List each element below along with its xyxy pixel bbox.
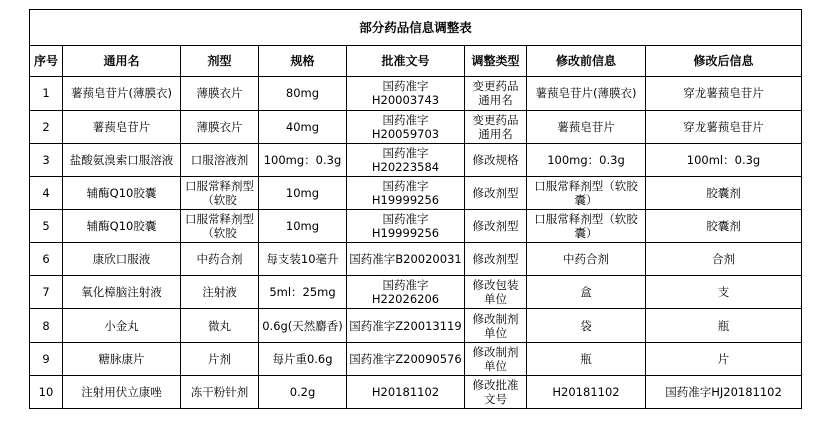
cell-index: 7: [30, 276, 63, 309]
cell-generic-name: 薯蓣皂苷片(薄膜衣): [63, 77, 181, 110]
cell-after-info: 瓶: [646, 309, 802, 342]
cell-approval-number: 国药准字H19999256: [347, 176, 465, 209]
cell-after-info: 胶囊剂: [646, 176, 802, 209]
cell-dosage-form: 口服常释剂型（软胶: [181, 176, 259, 209]
cell-adjustment-type: 修改剂型: [465, 209, 527, 242]
cell-index: 6: [30, 243, 63, 276]
cell-before-info: 瓶: [527, 342, 646, 375]
cell-specification: 10mg: [259, 209, 347, 242]
cell-index: 2: [30, 110, 63, 143]
cell-adjustment-type: 修改剂型: [465, 176, 527, 209]
cell-before-info: 100mg：0.3g: [527, 143, 646, 176]
cell-before-info: 中药合剂: [527, 243, 646, 276]
cell-dosage-form: 冻干粉针剂: [181, 375, 259, 408]
cell-adjustment-type: 修改规格: [465, 143, 527, 176]
cell-after-info: 合剂: [646, 243, 802, 276]
header-adjustment-type: 调整类型: [465, 46, 527, 77]
cell-adjustment-type: 修改制剂单位: [465, 309, 527, 342]
cell-index: 10: [30, 375, 63, 408]
cell-adjustment-type: 修改制剂单位: [465, 342, 527, 375]
cell-approval-number: 国药准字Z20013119: [347, 309, 465, 342]
cell-specification: 0.6g(天然麝香): [259, 309, 347, 342]
cell-approval-number: 国药准字H20059703: [347, 110, 465, 143]
cell-index: 4: [30, 176, 63, 209]
table-row: [30, 77, 802, 110]
cell-generic-name: 小金丸: [63, 309, 181, 342]
cell-after-info: 国药准字HJ20181102: [646, 375, 802, 408]
cell-generic-name: 糖脉康片: [63, 342, 181, 375]
cell-approval-number: 国药准字H20003743: [347, 77, 465, 110]
cell-dosage-form: 注射液: [181, 276, 259, 309]
cell-after-info: 穿龙薯蓣皂苷片: [646, 110, 802, 143]
table-row: [30, 375, 802, 408]
cell-generic-name: 盐酸氨溴索口服溶液: [63, 143, 181, 176]
table-row: [30, 143, 802, 176]
cell-specification: 每片重0.6g: [259, 342, 347, 375]
cell-before-info: 袋: [527, 309, 646, 342]
cell-approval-number: H20181102: [347, 375, 465, 408]
table-row: [30, 276, 802, 309]
cell-specification: 10mg: [259, 176, 347, 209]
cell-generic-name: 辅酶Q10胶囊: [63, 209, 181, 242]
cell-dosage-form: 口服溶液剂: [181, 143, 259, 176]
cell-generic-name: 薯蓣皂苷片: [63, 110, 181, 143]
cell-dosage-form: 薄膜衣片: [181, 110, 259, 143]
cell-adjustment-type: 修改批准文号: [465, 375, 527, 408]
cell-approval-number: 国药准字Z20090576: [347, 342, 465, 375]
cell-index: 3: [30, 143, 63, 176]
cell-generic-name: 氧化樟脑注射液: [63, 276, 181, 309]
cell-specification: 80mg: [259, 77, 347, 110]
cell-specification: 每支装10毫升: [259, 243, 347, 276]
cell-before-info: 口服常释剂型（软胶囊）: [527, 209, 646, 242]
cell-adjustment-type: 变更药品通用名: [465, 110, 527, 143]
cell-specification: 100mg：0.3g: [259, 143, 347, 176]
drug-adjustment-table: [29, 9, 802, 409]
cell-generic-name: 辅酶Q10胶囊: [63, 176, 181, 209]
cell-index: 5: [30, 209, 63, 242]
cell-approval-number: 国药准字H20223584: [347, 143, 465, 176]
table-row: [30, 309, 802, 342]
cell-generic-name: 康欣口服液: [63, 243, 181, 276]
cell-before-info: 盒: [527, 276, 646, 309]
cell-approval-number: 国药准字B20020031: [347, 243, 465, 276]
table-row: [30, 243, 802, 276]
cell-specification: 5ml：25mg: [259, 276, 347, 309]
cell-approval-number: 国药准字H19999256: [347, 209, 465, 242]
cell-index: 8: [30, 309, 63, 342]
table-row: [30, 176, 802, 209]
cell-after-info: 片: [646, 342, 802, 375]
header-before-info: 修改前信息: [527, 46, 646, 77]
cell-dosage-form: 微丸: [181, 309, 259, 342]
cell-adjustment-type: 变更药品通用名: [465, 77, 527, 110]
header-specification: 规格: [259, 46, 347, 77]
table-row: [30, 110, 802, 143]
cell-after-info: 穿龙薯蓣皂苷片: [646, 77, 802, 110]
cell-before-info: H20181102: [527, 375, 646, 408]
header-dosage-form: 剂型: [181, 46, 259, 77]
cell-adjustment-type: 修改剂型: [465, 243, 527, 276]
cell-dosage-form: 片剂: [181, 342, 259, 375]
cell-specification: 0.2g: [259, 375, 347, 408]
header-after-info: 修改后信息: [646, 46, 802, 77]
cell-before-info: 薯蓣皂苷片(薄膜衣): [527, 77, 646, 110]
cell-adjustment-type: 修改包装单位: [465, 276, 527, 309]
cell-approval-number: 国药准字H22026206: [347, 276, 465, 309]
cell-dosage-form: 口服常释剂型（软胶: [181, 209, 259, 242]
cell-index: 9: [30, 342, 63, 375]
cell-before-info: 薯蓣皂苷片: [527, 110, 646, 143]
cell-after-info: 胶囊剂: [646, 209, 802, 242]
table-row: [30, 209, 802, 242]
header-index: 序号: [30, 46, 63, 77]
cell-before-info: 口服常释剂型（软胶囊）: [527, 176, 646, 209]
cell-after-info: 支: [646, 276, 802, 309]
table-title: 部分药品信息调整表: [30, 10, 802, 46]
cell-index: 1: [30, 77, 63, 110]
table-row: [30, 342, 802, 375]
cell-after-info: 100ml：0.3g: [646, 143, 802, 176]
cell-dosage-form: 薄膜衣片: [181, 77, 259, 110]
header-approval-number: 批准文号: [347, 46, 465, 77]
cell-generic-name: 注射用伏立康唑: [63, 375, 181, 408]
cell-specification: 40mg: [259, 110, 347, 143]
header-generic-name: 通用名: [63, 46, 181, 77]
cell-dosage-form: 中药合剂: [181, 243, 259, 276]
